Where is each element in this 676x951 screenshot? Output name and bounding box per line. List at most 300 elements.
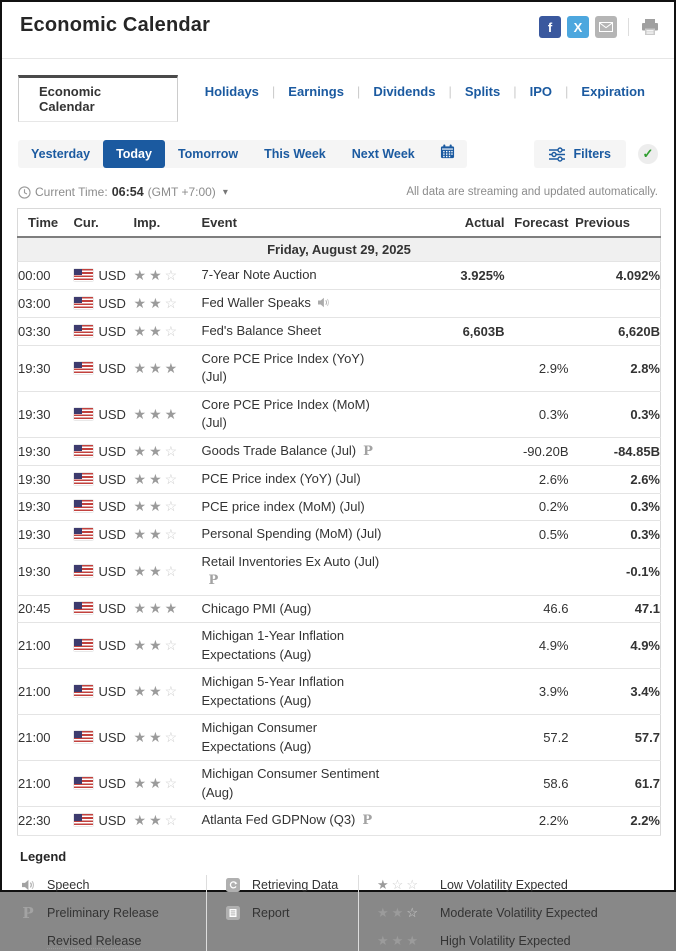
star-empty-icon: ☆ xyxy=(164,563,181,579)
previous-value xyxy=(569,289,661,318)
event-title: Michigan 1-Year Inflation xyxy=(201,628,345,643)
star-filled-icon: ★ xyxy=(133,600,150,617)
range-this-week-button[interactable]: This Week xyxy=(264,147,326,161)
us-flag-icon xyxy=(74,639,93,651)
event-title-line2: (Aug) xyxy=(201,784,234,800)
table-row[interactable] xyxy=(18,595,661,623)
us-flag-icon xyxy=(74,408,93,420)
star-filled-icon: ★ xyxy=(377,876,392,892)
streaming-check-icon[interactable]: ✓ xyxy=(638,144,658,164)
event-title-line2: Expectations (Aug) xyxy=(201,692,312,708)
star-filled-icon: ★ xyxy=(149,563,165,579)
previous-value: 4.9% xyxy=(569,623,661,669)
event-title: Retail Inventories Ex Auto (Jul) xyxy=(201,553,380,569)
previous-value: 0.3% xyxy=(569,391,661,437)
importance-cell xyxy=(134,391,202,437)
calendar-rows xyxy=(18,237,661,835)
us-flag-icon xyxy=(74,297,93,309)
currency-label: USD xyxy=(98,499,126,515)
currency-label: USD xyxy=(98,730,126,745)
table-row[interactable] xyxy=(18,318,661,346)
star-filled-icon: ★ xyxy=(149,470,165,487)
currency-label: USD xyxy=(98,526,126,542)
event-title: Personal Spending (MoM) (Jul) xyxy=(201,526,382,541)
forecast-value: 46.6 xyxy=(505,595,569,623)
currency-label: USD xyxy=(98,638,126,653)
star-empty-icon: ☆ xyxy=(164,729,181,745)
section-tabs xyxy=(18,75,658,122)
previous-value: 2.8% xyxy=(569,345,661,391)
star-filled-icon: ★ xyxy=(149,359,165,376)
currency-label: USD xyxy=(98,323,126,339)
preliminary-release-icon: P xyxy=(22,903,34,922)
event-cell[interactable] xyxy=(202,595,433,623)
previous-value: 0.3% xyxy=(569,521,661,549)
print-icon[interactable] xyxy=(640,18,660,36)
event-title: Michigan Consumer Sentiment xyxy=(201,766,380,781)
tab-earnings[interactable]: Earnings xyxy=(288,84,344,99)
tab-separator: | xyxy=(513,84,517,99)
star-filled-icon: ★ xyxy=(133,359,150,376)
actual-value xyxy=(433,595,505,623)
col-header-importance: Imp. xyxy=(134,209,202,238)
table-row[interactable] xyxy=(18,466,661,494)
star-filled-icon: ★ xyxy=(149,812,165,829)
legend-label: High Volatility Expected xyxy=(440,933,571,948)
event-time: 19:30 xyxy=(18,466,74,494)
forecast-value: 58.6 xyxy=(505,761,569,807)
header-divider xyxy=(2,58,674,59)
importance-stars xyxy=(134,730,181,745)
event-cell[interactable] xyxy=(202,391,433,437)
actual-value xyxy=(433,807,505,836)
actual-value xyxy=(433,761,505,807)
event-title-line2: (Jul) xyxy=(201,415,227,430)
star-filled-icon: ★ xyxy=(149,442,165,459)
previous-value: 6,620B xyxy=(569,318,661,346)
filters-button-label: Filters xyxy=(573,147,611,161)
preliminary-release-icon: P xyxy=(363,443,373,459)
table-row[interactable] xyxy=(18,623,661,669)
streaming-note: All data are streaming and updated automatically. xyxy=(406,186,658,198)
currency-cell[interactable] xyxy=(74,466,134,494)
volatility-stars xyxy=(377,877,429,893)
col-header-event: Event xyxy=(202,209,433,238)
volatility-stars xyxy=(377,905,429,921)
col-header-time: Time xyxy=(18,209,74,238)
event-cell[interactable] xyxy=(202,262,433,290)
legend-item-revised xyxy=(20,931,206,951)
forecast-value: 3.9% xyxy=(505,669,569,715)
event-cell[interactable] xyxy=(202,548,433,595)
star-filled-icon: ★ xyxy=(133,729,150,745)
us-flag-icon xyxy=(74,269,93,281)
event-time: 21:00 xyxy=(18,623,74,669)
filter-right-group xyxy=(534,140,658,168)
star-filled-icon: ★ xyxy=(133,470,150,487)
previous-value: -84.85B xyxy=(569,437,661,466)
importance-cell xyxy=(134,807,202,836)
star-filled-icon: ★ xyxy=(133,405,150,422)
event-cell[interactable] xyxy=(202,345,433,391)
table-header-row xyxy=(18,209,661,238)
event-cell[interactable] xyxy=(202,289,433,318)
currency-cell[interactable] xyxy=(74,493,134,521)
date-range-group xyxy=(18,140,467,168)
legend-item-high-volatility xyxy=(377,931,598,951)
previous-value: 4.092% xyxy=(569,262,661,290)
star-filled-icon: ★ xyxy=(391,904,407,920)
event-time: 21:00 xyxy=(18,715,74,761)
actual-value: 3.925% xyxy=(433,262,505,290)
tab-dividends[interactable]: Dividends xyxy=(373,84,436,99)
table-row[interactable] xyxy=(18,262,661,290)
star-filled-icon: ★ xyxy=(133,775,150,791)
legend xyxy=(18,849,658,951)
current-time-label: Current Time: xyxy=(35,185,108,199)
event-cell[interactable] xyxy=(202,669,433,715)
tab-separator: | xyxy=(448,84,452,99)
star-filled-icon: ★ xyxy=(149,683,165,699)
currency-cell[interactable] xyxy=(74,262,134,290)
event-title: Michigan Consumer xyxy=(201,720,318,735)
star-filled-icon: ★ xyxy=(133,294,150,311)
table-row[interactable] xyxy=(18,761,661,807)
event-title: Core PCE Price Index (MoM) xyxy=(201,396,370,412)
star-filled-icon: ★ xyxy=(149,294,165,311)
speech-icon xyxy=(317,296,330,311)
forecast-value xyxy=(505,318,569,346)
importance-stars xyxy=(134,527,181,542)
star-filled-icon: ★ xyxy=(133,637,150,653)
table-row[interactable] xyxy=(18,807,661,836)
preliminary-release-icon: P xyxy=(362,813,373,828)
actual-value xyxy=(433,521,505,549)
star-filled-icon: ★ xyxy=(149,498,165,515)
currency-cell[interactable] xyxy=(74,623,134,669)
star-filled-icon: ★ xyxy=(406,932,421,948)
currency-label: USD xyxy=(98,443,126,459)
importance-stars xyxy=(134,684,181,699)
previous-value: 57.7 xyxy=(569,715,661,761)
star-empty-icon: ☆ xyxy=(164,498,181,515)
star-filled-icon: ★ xyxy=(133,812,150,829)
currency-label: USD xyxy=(98,406,126,422)
actual-value xyxy=(433,493,505,521)
tab-splits[interactable]: Splits xyxy=(464,84,501,99)
table-row[interactable] xyxy=(18,437,661,466)
importance-stars xyxy=(134,268,181,283)
actual-value xyxy=(433,623,505,669)
importance-stars xyxy=(134,564,181,579)
event-cell[interactable] xyxy=(202,521,433,549)
currency-cell[interactable] xyxy=(74,548,134,595)
star-filled-icon: ★ xyxy=(149,775,165,791)
legend-item-preliminary xyxy=(20,903,206,923)
calendar-picker-button[interactable] xyxy=(428,140,467,168)
importance-stars xyxy=(134,472,181,487)
importance-cell xyxy=(134,289,202,318)
table-row[interactable] xyxy=(18,669,661,715)
currency-label: USD xyxy=(98,684,126,699)
table-row[interactable] xyxy=(18,391,661,437)
actual-value xyxy=(433,466,505,494)
event-title-line2: (Jul) xyxy=(201,369,227,384)
currency-cell[interactable] xyxy=(74,807,134,836)
date-header-label: Friday, August 29, 2025 xyxy=(18,237,661,262)
legend-label: Low Volatility Expected xyxy=(440,877,568,892)
range-today-button[interactable]: Today xyxy=(103,140,165,168)
previous-value: 0.3% xyxy=(569,493,661,521)
legend-item-report xyxy=(225,903,358,923)
economic-calendar-table xyxy=(17,208,661,836)
event-time: 21:00 xyxy=(18,669,74,715)
legend-item-speech xyxy=(20,875,206,895)
previous-value: 2.2% xyxy=(569,807,661,836)
legend-label: Revised Release xyxy=(47,933,142,948)
us-flag-icon xyxy=(74,731,93,743)
legend-label: Moderate Volatility Expected xyxy=(440,905,598,920)
star-filled-icon: ★ xyxy=(149,525,165,542)
event-title: Fed's Balance Sheet xyxy=(201,323,322,338)
tab-holidays[interactable]: Holidays xyxy=(204,84,259,99)
previous-value: 3.4% xyxy=(569,669,661,715)
table-row[interactable] xyxy=(18,548,661,595)
event-time: 19:30 xyxy=(18,345,74,391)
importance-stars xyxy=(134,296,181,311)
event-time: 00:00 xyxy=(18,262,74,290)
importance-cell xyxy=(134,548,202,595)
event-cell[interactable] xyxy=(202,437,433,466)
importance-stars xyxy=(134,638,181,653)
event-time: 20:45 xyxy=(18,595,74,623)
email-icon[interactable] xyxy=(595,16,617,38)
event-cell[interactable] xyxy=(202,318,433,346)
previous-value: 61.7 xyxy=(569,761,661,807)
actual-value xyxy=(433,289,505,318)
event-title: Atlanta Fed GDPNow (Q3) xyxy=(201,812,356,827)
importance-cell xyxy=(134,466,202,494)
preliminary-release-icon: P xyxy=(208,573,219,588)
importance-cell xyxy=(134,318,202,346)
table-row[interactable] xyxy=(18,345,661,391)
previous-value: 47.1 xyxy=(569,595,661,623)
range-next-week-button[interactable]: Next Week xyxy=(351,147,415,161)
importance-cell xyxy=(134,345,202,391)
forecast-value: -90.20B xyxy=(505,437,569,466)
chevron-down-icon: ▾ xyxy=(222,186,228,198)
actual-value xyxy=(433,715,505,761)
event-title: Chicago PMI (Aug) xyxy=(201,600,312,616)
star-empty-icon: ☆ xyxy=(164,322,181,339)
col-header-forecast: Forecast xyxy=(505,209,569,238)
currency-cell[interactable] xyxy=(74,715,134,761)
importance-cell xyxy=(134,715,202,761)
table-row[interactable] xyxy=(18,715,661,761)
event-cell[interactable] xyxy=(202,493,433,521)
star-filled-icon: ★ xyxy=(149,405,165,422)
us-flag-icon xyxy=(74,602,93,614)
star-empty-icon: ☆ xyxy=(164,775,181,791)
star-filled-icon: ★ xyxy=(164,359,181,376)
event-title: Fed Waller Speaks xyxy=(201,294,311,310)
star-filled-icon: ★ xyxy=(133,525,150,542)
star-empty-icon: ☆ xyxy=(164,266,181,283)
current-time-selector[interactable] xyxy=(18,185,228,199)
currency-cell[interactable] xyxy=(74,669,134,715)
report-icon xyxy=(225,906,241,920)
forecast-value: 0.2% xyxy=(505,493,569,521)
currency-label: USD xyxy=(98,267,126,283)
event-title: PCE Price index (YoY) (Jul) xyxy=(201,471,361,486)
actual-value: 6,603B xyxy=(433,318,505,346)
legend-column-1 xyxy=(18,875,206,951)
tab-separator: | xyxy=(565,84,569,99)
forecast-value: 0.3% xyxy=(505,391,569,437)
currency-cell[interactable] xyxy=(74,761,134,807)
table-row[interactable] xyxy=(18,493,661,521)
facebook-icon[interactable]: f xyxy=(539,16,561,38)
us-flag-icon xyxy=(74,565,93,577)
us-flag-icon xyxy=(74,445,93,457)
star-filled-icon: ★ xyxy=(133,322,150,339)
event-cell[interactable] xyxy=(202,761,433,807)
currency-label: USD xyxy=(98,360,126,376)
us-flag-icon xyxy=(74,473,93,485)
currency-cell[interactable] xyxy=(74,318,134,346)
tab-economic-calendar[interactable]: Economic Calendar xyxy=(18,75,178,122)
actual-value xyxy=(433,437,505,466)
importance-cell xyxy=(134,262,202,290)
currency-cell[interactable] xyxy=(74,289,134,318)
x-icon[interactable]: X xyxy=(567,16,589,38)
share-bar xyxy=(539,16,660,38)
date-header-row xyxy=(18,237,661,262)
event-cell[interactable] xyxy=(202,715,433,761)
legend-item-low-volatility xyxy=(377,875,598,895)
importance-stars xyxy=(134,499,181,514)
table-row[interactable] xyxy=(18,521,661,549)
importance-stars xyxy=(134,776,181,791)
legend-label: Retrieving Data xyxy=(252,877,339,892)
currency-label: USD xyxy=(98,813,126,829)
star-empty-icon: ☆ xyxy=(391,876,407,892)
star-empty-icon: ☆ xyxy=(164,637,181,653)
legend-label: Speech xyxy=(47,877,90,892)
tab-separator: | xyxy=(271,84,276,99)
star-filled-icon: ★ xyxy=(133,266,150,283)
col-header-actual: Actual xyxy=(433,209,505,238)
event-cell[interactable] xyxy=(202,623,433,669)
currency-label: USD xyxy=(98,471,126,487)
importance-cell xyxy=(134,437,202,466)
importance-cell xyxy=(134,761,202,807)
currency-cell[interactable] xyxy=(74,521,134,549)
current-time-value: 06:54 xyxy=(111,185,144,199)
forecast-value xyxy=(505,548,569,595)
us-flag-icon xyxy=(74,777,93,789)
event-time: 19:30 xyxy=(18,548,74,595)
legend-column-2 xyxy=(206,875,358,951)
volatility-stars xyxy=(377,933,429,949)
event-time: 19:30 xyxy=(18,391,74,437)
importance-cell xyxy=(134,595,202,623)
range-tomorrow-button[interactable]: Tomorrow xyxy=(177,147,239,161)
us-flag-icon xyxy=(74,500,93,512)
star-filled-icon: ★ xyxy=(377,904,392,920)
legend-item-moderate-volatility xyxy=(377,903,598,923)
star-filled-icon: ★ xyxy=(149,600,165,617)
share-divider xyxy=(628,18,629,36)
clock-icon xyxy=(18,186,31,199)
event-time: 22:30 xyxy=(18,807,74,836)
legend-label: Preliminary Release xyxy=(47,905,159,920)
currency-cell[interactable] xyxy=(74,595,134,623)
star-filled-icon: ★ xyxy=(391,932,407,948)
event-time: 03:30 xyxy=(18,318,74,346)
tab-expiration[interactable]: Expiration xyxy=(581,84,645,99)
importance-stars xyxy=(134,407,181,422)
star-filled-icon: ★ xyxy=(133,563,150,579)
star-empty-icon: ☆ xyxy=(164,525,181,542)
previous-value: -0.1% xyxy=(569,548,661,595)
us-flag-icon xyxy=(74,685,93,697)
star-filled-icon: ★ xyxy=(133,498,150,515)
star-filled-icon: ★ xyxy=(149,266,165,283)
page-header xyxy=(2,2,674,38)
sliders-icon xyxy=(549,147,565,162)
star-empty-icon: ☆ xyxy=(164,442,181,459)
currency-cell[interactable] xyxy=(74,437,134,466)
filters-button[interactable] xyxy=(534,140,626,168)
star-filled-icon: ★ xyxy=(133,442,150,459)
importance-cell xyxy=(134,493,202,521)
event-time: 19:30 xyxy=(18,493,74,521)
currency-label: USD xyxy=(98,564,126,579)
currency-label: USD xyxy=(98,601,126,617)
importance-stars xyxy=(134,361,181,376)
us-flag-icon xyxy=(74,362,93,374)
col-header-currency: Cur. xyxy=(74,209,134,238)
forecast-value: 4.9% xyxy=(505,623,569,669)
forecast-value: 0.5% xyxy=(505,521,569,549)
star-filled-icon: ★ xyxy=(133,683,150,699)
event-title-line2: Expectations (Aug) xyxy=(201,738,312,754)
status-bar xyxy=(18,185,658,199)
importance-stars xyxy=(134,601,181,616)
star-empty-icon: ☆ xyxy=(164,470,181,487)
speech-icon xyxy=(20,879,36,891)
event-cell[interactable] xyxy=(202,807,433,836)
event-title: 7-Year Note Auction xyxy=(201,267,317,282)
event-cell[interactable] xyxy=(202,466,433,494)
legend-title: Legend xyxy=(20,848,67,864)
calendar-icon xyxy=(440,144,455,164)
forecast-value xyxy=(505,289,569,318)
star-filled-icon: ★ xyxy=(149,322,165,339)
range-yesterday-button[interactable]: Yesterday xyxy=(31,147,91,161)
event-time: 21:00 xyxy=(18,761,74,807)
event-time: 19:30 xyxy=(18,521,74,549)
currency-cell[interactable] xyxy=(74,345,134,391)
page-title: Economic Calendar xyxy=(20,14,211,36)
currency-cell[interactable] xyxy=(74,391,134,437)
table-row[interactable] xyxy=(18,289,661,318)
event-title: PCE price index (MoM) (Jul) xyxy=(201,498,365,514)
tab-ipo[interactable]: IPO xyxy=(529,84,553,99)
star-filled-icon: ★ xyxy=(164,600,181,617)
actual-value xyxy=(433,391,505,437)
